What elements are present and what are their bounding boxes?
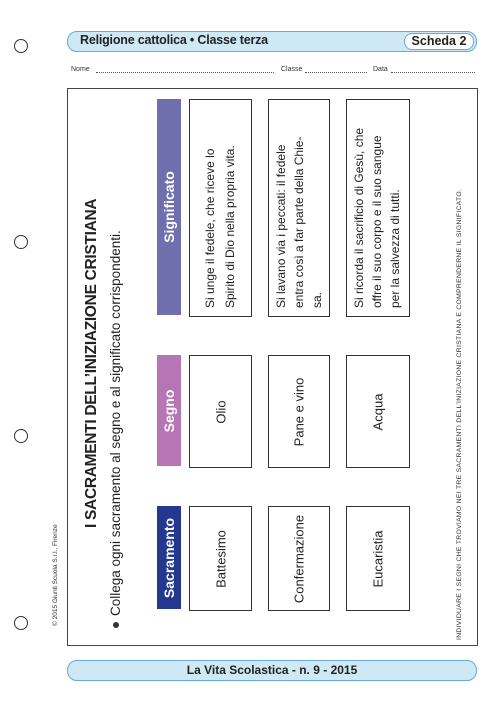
segno-cell[interactable] [268, 355, 330, 468]
classe-label: Classe [281, 66, 303, 73]
sacramento-label: Battesimo [213, 529, 228, 588]
footer-bar [67, 660, 477, 681]
footer-text: La Vita Scolastica - n. 9 - 2015 [186, 663, 358, 677]
sacramento-cell[interactable] [268, 506, 330, 611]
significato-cell[interactable] [346, 99, 410, 317]
segno-label: Pane e vino [291, 377, 307, 446]
binder-hole [14, 429, 28, 443]
header-significato: Significato [157, 99, 181, 315]
segno-label: Acqua [370, 393, 386, 430]
header-title: Religione cattolica • Classe terza [80, 33, 268, 47]
bullet-icon [113, 622, 119, 628]
nome-field[interactable] [96, 72, 274, 73]
significato-line: per la salvezza di tutti. [388, 189, 402, 308]
sacramento-label: Eucaristia [370, 529, 386, 588]
significato-cell[interactable] [189, 99, 252, 317]
significato-line: entra così a far parte della Chie- [292, 136, 306, 308]
segno-label: Olio [213, 399, 228, 424]
sacramento-label: Confermazione [291, 514, 307, 603]
sacramento-cell[interactable] [346, 506, 410, 611]
binder-hole [14, 616, 28, 630]
binder-hole [14, 235, 28, 249]
binder-hole [14, 39, 28, 53]
significato-line: sa. [310, 291, 324, 308]
classe-field[interactable] [305, 72, 367, 73]
significato-line: Si unge il fedele, che riceve lo [203, 148, 217, 308]
header-segno: Segno [157, 355, 181, 466]
sacramento-cell[interactable] [189, 506, 252, 611]
header-bar [67, 31, 477, 52]
significato-line: Si ricorda il sacrificio di Gesù, che [352, 127, 366, 308]
segno-cell[interactable] [189, 355, 252, 468]
copyright: © 2015 Giunti Scuola S.r.l., Firenze [52, 524, 59, 626]
significato-line: Spirito di Dio nella propria vita. [223, 145, 237, 308]
exercise-title: I SACRAMENTI DELL’INIZIAZIONE CRISTIANA [83, 198, 100, 528]
footnote: INDIVIDUARE I SEGNI CHE TROVIAMO NEI TRE SACRAMENTI DELL’INIZIAZIONE CRISTIANA E COMPRENDERNE IL SIGNIFICATO. [456, 188, 463, 640]
significato-cell[interactable] [268, 99, 330, 317]
form-line [71, 66, 475, 78]
data-field[interactable] [391, 72, 475, 73]
nome-label: Nome [71, 66, 90, 73]
significato-line: Si lavano via i peccati: il fedele [274, 144, 288, 308]
header-sacramento: Sacramento [157, 506, 181, 609]
scheda-badge: Scheda 2 [404, 33, 474, 50]
significato-line: offre il suo corpo e il suo sangue [370, 135, 384, 308]
exercise-instruction: Collega ogni sacramento al segno e al significato corrispondenti. [108, 230, 123, 628]
segno-cell[interactable] [346, 355, 410, 468]
data-label: Data [373, 66, 388, 73]
